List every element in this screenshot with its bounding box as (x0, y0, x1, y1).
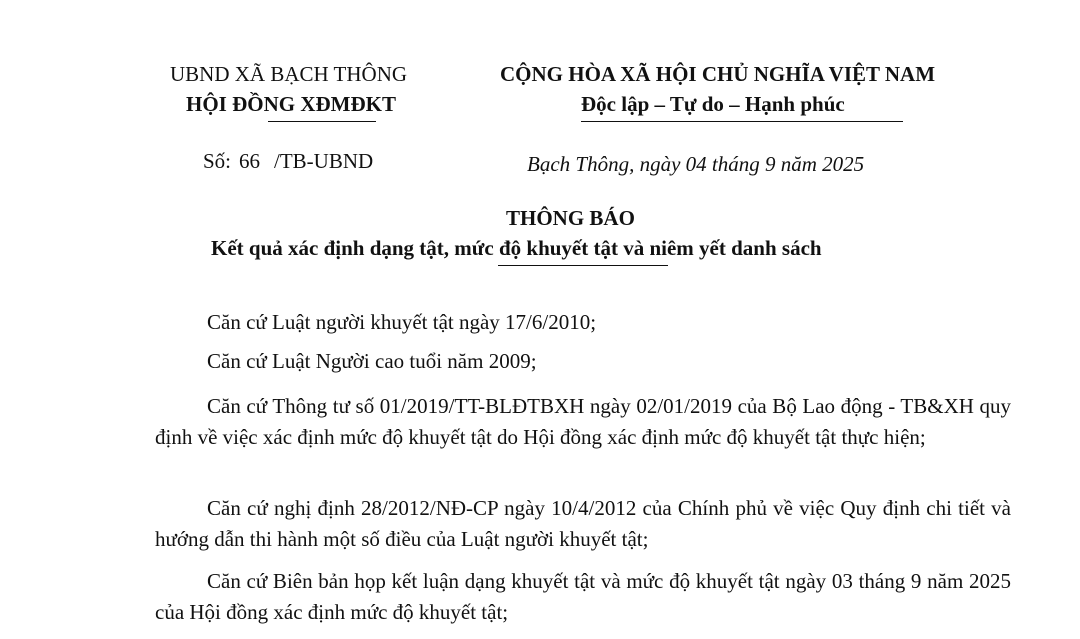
paragraph-basis-4: Căn cứ nghị định 28/2012/NĐ-CP ngày 10/4/2012 của Chính phủ về việc Quy định chi tiết và hướng dẫn thi hành một số điều của Luật người khuyết tật; (155, 496, 1011, 551)
paragraph-basis-2: Căn cứ Luật Người cao tuổi năm 2009; (207, 349, 537, 373)
document-number-value: 66 (239, 149, 261, 173)
org-underline (268, 121, 376, 122)
document-date: Bạch Thông, ngày 04 tháng 9 năm 2025 (527, 152, 865, 176)
paragraph-basis-3: Căn cứ Thông tư số 01/2019/TT-BLĐTBXH ngày 02/01/2019 của Bộ Lao động - TB&XH quy định về việc xác định mức độ khuyết tật do Hội đồng xác định mức độ khuyết tật thực hiện; (155, 394, 1011, 449)
document-number-suffix: /TB-UBND (274, 149, 374, 173)
motto-underline (581, 121, 903, 122)
document-number-prefix: Số: (203, 149, 232, 173)
subtitle-underline (498, 265, 668, 266)
paragraph-basis-5: Căn cứ Biên bản họp kết luận dạng khuyết tật và mức độ khuyết tật ngày 03 tháng 9 năm 2025 của Hội đồng xác định mức độ khuyết tật; (155, 569, 1011, 624)
org-name-commune: UBND XÃ BẠCH THÔNG (170, 62, 408, 86)
national-motto: Độc lập – Tự do – Hạnh phúc (581, 92, 845, 116)
document-subtitle: Kết quả xác định dạng tật, mức độ khuyết tật và niêm yết danh sách (211, 236, 822, 260)
document-number (203, 149, 373, 174)
paragraph-basis-1: Căn cứ Luật người khuyết tật ngày 17/6/2010; (207, 310, 597, 334)
org-name-council: HỘI ĐỒNG XĐMĐKT (186, 92, 396, 116)
national-title: CỘNG HÒA XÃ HỘI CHỦ NGHĨA VIỆT NAM (500, 62, 936, 86)
document-title: THÔNG BÁO (506, 206, 635, 230)
